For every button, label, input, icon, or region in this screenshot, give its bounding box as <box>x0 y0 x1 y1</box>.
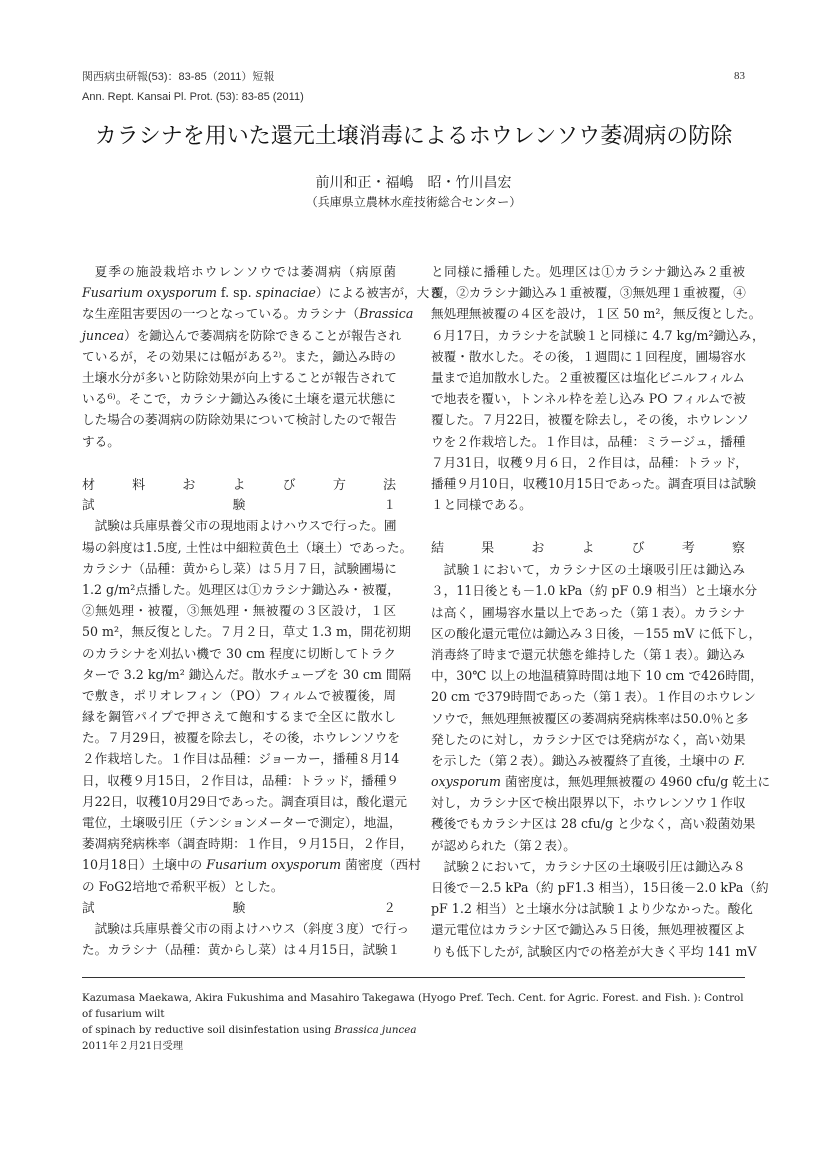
journal-citation-ja: 関西病虫研報(53)：83-85（2011）短報 <box>82 71 275 83</box>
left-column <box>82 261 442 452</box>
text-line: ターで 3.2 kg/m² 鋤込んだ。散水チューブを 30 cm 間隔 <box>82 666 412 682</box>
english-citation-line-2: of spinach by reductive soil disinfestation using Brassica juncea <box>82 1024 417 1036</box>
text-line: 無処理無被覆の４区を設け，１区 50 m²，無反復とした。 <box>431 306 762 322</box>
english-citation-line-1: Kazumasa Maekawa, Akira Fukushima and Masahiro Takegawa (Hyogo Pref. Tech. Cent. for Agric. Forest. and Fish. ): Control of fusarium wilt <box>82 992 744 1020</box>
text-line: oxysporum 菌密度は，無処理無被覆の 4960 cfu/g 乾土に <box>431 774 771 790</box>
right-column <box>431 261 765 515</box>
text-line: 土壌水分が多いと防除効果が向上することが報告されて <box>82 369 397 385</box>
text-line: 試験２において，カラシナ区の土壌吸引圧は鋤込み８ <box>443 858 746 874</box>
text-line: 発したのに対し，カラシナ区では発病がなく，高い効果 <box>431 731 746 747</box>
text-line: た。７月29日，被覆を除去し，その後，ホウレンソウを <box>82 730 400 746</box>
text-line: 1.2 g/m²点播した。処理区は①カラシナ鋤込み・被覆， <box>82 581 400 597</box>
text-line: 50 m²，無反復とした。７月２日，草丈 1.3 m，開花初期 <box>82 624 411 640</box>
footer <box>82 990 752 1054</box>
text-line: りも低下したが, 試験区内での格差が大きく平均 141 mV <box>431 943 757 959</box>
page-number: 83 <box>734 70 745 82</box>
text-line: Fusarium oxysporum f. sp. spinaciae）による被害が，大き <box>82 285 442 301</box>
text-line: 日，収穫９月15日，２作目は，品種：トラッド，播種９ <box>82 772 399 788</box>
results-heading: 結果および考察 <box>431 541 745 556</box>
text-line: いる⁶⁾。そこで，カラシナ鋤込み後に土壌を還元状態に <box>82 391 396 407</box>
intro-paragraph <box>82 261 442 452</box>
text-line: 消毒終了時まで還元状態を維持した（第１表）。鋤込み <box>431 646 745 662</box>
text-line: の FoG2培地で希釈平板）とした。 <box>82 878 284 894</box>
text-line: 縁を鋼管パイプで押さえて飽和するまで全区に散水し <box>82 709 396 725</box>
text-line: 試験は兵庫県養父市の雨よけハウス（斜度３度）で行っ <box>94 920 410 936</box>
text-line: 場の斜度は1.5度, 土性は中細粒黄色土（壌土）であった。 <box>82 539 413 555</box>
exp2-continued-paragraph <box>431 261 765 515</box>
text-line: 20 cm で379時間であった（第１表）。１作目のホウレン <box>431 689 756 705</box>
results-paragraph-1 <box>431 559 771 856</box>
text-line: た。カラシナ（品種：黄からし菜）は４月15日，試験１ <box>82 942 401 958</box>
affiliation: （兵庫県立農林水産技術総合センター） <box>305 195 522 209</box>
text-line: pF 1.2 相当）と土壌水分は試験１より少なかった。酸化 <box>431 901 753 917</box>
exp2-heading: 試験２ <box>82 899 396 915</box>
text-line: ②無処理・被覆，③無処理・無被覆の３区設け，１区 <box>82 603 396 619</box>
text-line: する。 <box>82 433 120 449</box>
journal-citation-en: Ann. Rept. Kansai Pl. Prot. (53): 83-85 (2011) <box>82 91 304 103</box>
received-date: 2011年２月21日受理 <box>82 1040 184 1052</box>
text-line: 還元電位はカラシナ区で鋤込み５日後，無処理被覆区よ <box>431 922 746 938</box>
text-line: 萎凋病発病株率（調査時期：１作目，９月15日，２作目， <box>82 836 413 852</box>
text-line: のカラシナを刈払い機で 30 cm 程度に切断してトラク <box>82 645 396 661</box>
text-line: 穫後でもカラシナ区は 28 cfu/g と少なく，高い殺菌効果 <box>431 816 756 832</box>
methods-section <box>82 475 421 960</box>
text-line: な生産阻害要因の一つとなっている。カラシナ（Brassica <box>82 306 414 322</box>
methods-heading: 材料および方法 <box>82 478 396 493</box>
text-line: 10月18日）土壌中の Fusarium oxysporum 菌密度（西村 <box>82 857 421 873</box>
text-line: ３，11日後とも－1.0 kPa（約 pF 0.9 相当）と土壌水分 <box>431 583 758 599</box>
paper-title: カラシナを用いた還元土壌消毒によるホウレンソウ萎凋病の防除 <box>94 124 733 149</box>
text-line: を示した（第２表）。鋤込み被覆終了直後，土壌中の F. <box>431 752 745 768</box>
authors: 前川和正・福嶋 昭・竹川昌宏 <box>315 175 512 191</box>
text-line: 月22日，収穫10月29日であった。調査項目は，酸化還元 <box>82 793 408 809</box>
text-line: 試験１において，カラシナ区の土壌吸引圧は鋤込み <box>443 562 745 578</box>
text-line: 夏季の施設栽培ホウレンソウでは萎凋病（病原菌 <box>94 264 396 279</box>
text-line: 試験は兵庫県養父市の現地雨よけハウスで行った。圃 <box>94 518 397 534</box>
text-line: juncea）を鋤込んで萎凋病を防除できることが報告され <box>82 327 402 343</box>
text-line: 日後で－2.5 kPa（約 pF1.3 相当），15日後－2.0 kPa（約 <box>431 880 769 895</box>
text-line: 中，30℃ 以上の地温積算時間は地下 10 cm で426時間， <box>431 668 763 684</box>
text-line: 播種９月10日，収穫10月15日であった。調査項目は試験 <box>431 475 757 491</box>
text-line: で敷き，ポリオレフィン（PO）フィルムで被覆後，周 <box>82 687 396 703</box>
text-line: 区の酸化還元電位は鋤込み３日後，－155 mV に低下し， <box>431 625 762 641</box>
text-line: 対し，カラシナ区で検出限界以下，ホウレンソウ１作収 <box>431 795 746 811</box>
text-line: 覆，②カラシナ鋤込み１重被覆，③無処理１重被覆，④ <box>431 285 746 301</box>
exp2-paragraph <box>82 918 410 960</box>
text-line: １と同様である。 <box>431 497 532 513</box>
text-line: ６月17日，カラシナを試験１と同様に 4.7 kg/m²鋤込み， <box>431 327 765 343</box>
text-line: と同様に播種した。処理区は①カラシナ鋤込み２重被 <box>431 264 745 279</box>
text-line: ２作栽培した。１作目は品種：ジョーカー，播種８月14 <box>82 751 400 767</box>
text-line: 覆した。７月22日，被覆を除去し，その後，ホウレンソ <box>431 412 749 428</box>
results-paragraph-2 <box>431 856 769 962</box>
results-section <box>431 538 771 962</box>
footer-divider <box>82 977 745 978</box>
text-line: ７月31日，収穫９月６日，２作目は，品種：トラッド， <box>431 454 748 470</box>
text-line: で地表を覆い，トンネル枠を差し込み PO フィルムで被 <box>431 391 746 407</box>
text-line: 量まで追加散水した。２重被覆区は塩化ビニルフィルム <box>431 369 745 385</box>
text-line: ウを２作栽培した。１作目は，品種：ミラージュ，播種 <box>431 433 746 449</box>
text-line: 被覆・散水した。その後，１週間に１回程度，圃場容水 <box>431 348 746 364</box>
exp1-heading: 試験１ <box>82 497 396 513</box>
text-line: した場合の萎凋病の防除効果について検討したので報告 <box>82 412 397 428</box>
text-line: 電位，土壌吸引圧（テンションメーターで測定），地温， <box>82 815 402 830</box>
text-line: は高く，圃場容水量以上であった（第１表）。カラシナ <box>431 604 745 620</box>
text-line: ているが，その効果には幅がある²⁾。また，鋤込み時の <box>82 348 396 364</box>
text-line: が認められた（第２表）。 <box>431 837 576 853</box>
exp1-paragraph <box>82 515 421 896</box>
text-line: ソウで，無処理無被覆区の萎凋病発病株率は50.0％と多 <box>431 710 749 726</box>
text-line: カラシナ（品種：黄からし菜）は５月７日，試験圃場に <box>82 560 397 576</box>
